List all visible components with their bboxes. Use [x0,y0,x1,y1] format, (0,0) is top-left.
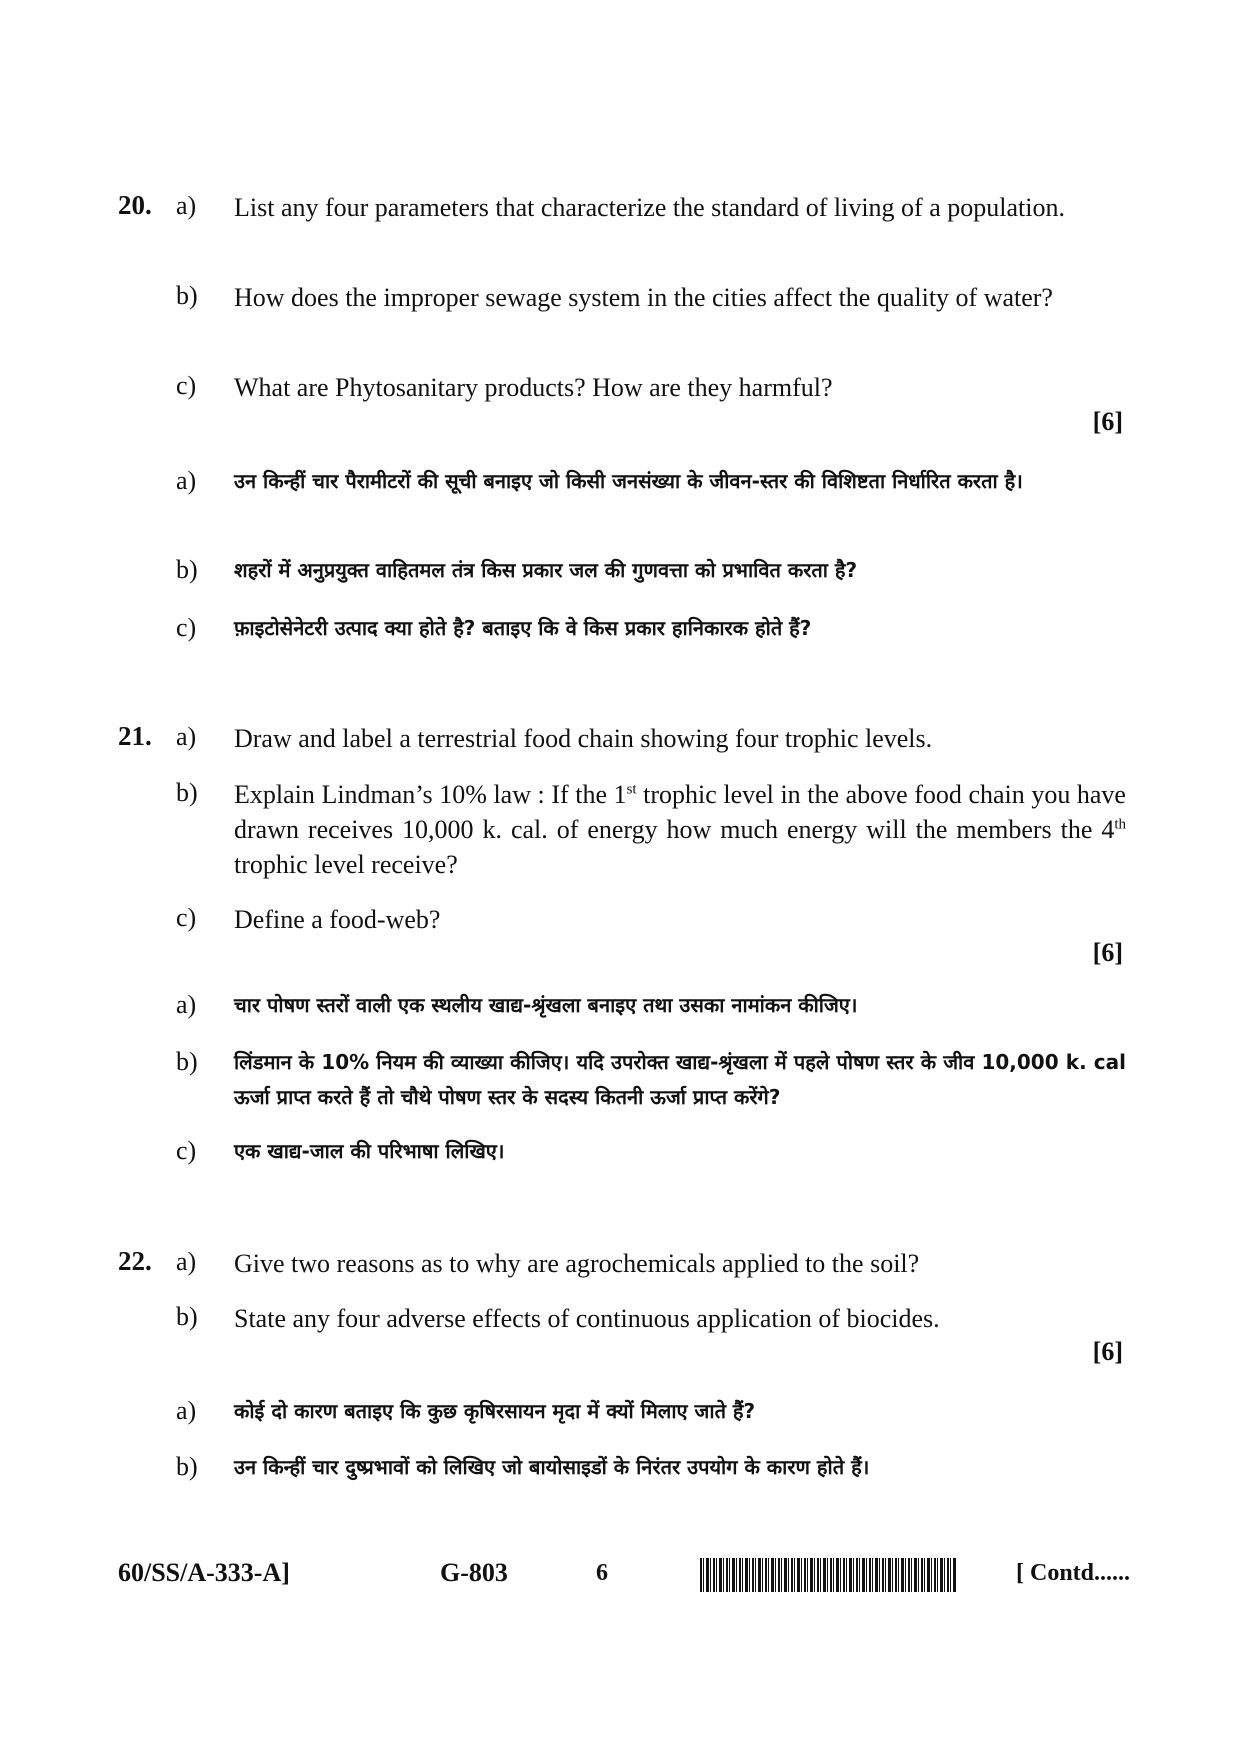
series-code: G-803 [440,1558,508,1587]
part-label: c) [176,1136,197,1165]
question-21c-text: Define a food-web? [234,905,441,934]
part-label: b) [176,281,198,310]
part-label: a) [176,1396,197,1425]
question-21b-hindi: लिंडमान के 10% नियम की व्याख्या कीजिए। यदि उपरोक्त खाद्य-श्रृंखला में पहले पोषण स्तर के जीव 10,000 k. cal ऊर्जा प्राप्त करते हैं तो चौथे पोषण स्तर के सदस्य कितनी ऊर्जा प्राप्त करेंगे? [234,1050,1126,1109]
part-label: c) [176,613,197,642]
marks-label: [6] [1092,938,1123,967]
barcode-image [700,1558,956,1592]
question-21b-part2: trophic level in the above food chain you have drawn receives 10,000 k. cal. of energy how much energy will the members the 4 [234,780,1126,844]
question-number: 21. [118,721,152,751]
part-label: b) [176,1452,198,1481]
page-number: 6 [596,1560,608,1586]
question-20b-hindi: शहरों में अनुप्रयुक्त वाहितमल तंत्र किस प्रकार जल की गुणवत्ता को प्रभावित करता है? [234,558,858,582]
marks-label: [6] [1092,1337,1123,1366]
part-label: a) [176,466,197,495]
part-label: b) [176,1302,198,1331]
question-21c-hindi: एक खाद्य-जाल की परिभाषा लिखिए। [234,1139,505,1163]
question-22b-text: State any four adverse effects of continuous application of biocides. [234,1304,940,1333]
part-label: a) [176,722,197,751]
part-label: b) [176,555,198,584]
part-label: b) [176,778,198,807]
part-label: c) [176,371,197,400]
page-footer [0,1554,1241,1594]
question-21b-text [234,777,1126,882]
question-21a-hindi: चार पोषण स्तरों वाली एक स्थलीय खाद्य-श्रृंखला बनाइए तथा उसका नामांकन कीजिए। [234,993,858,1017]
marks-label: [6] [1092,407,1123,436]
question-20c-text: What are Phytosanitary products? How are they harmful? [234,373,833,402]
question-number: 20. [118,190,152,220]
question-22a-text: Give two reasons as to why are agrochemicals applied to the soil? [234,1249,920,1278]
question-21b-part1: Explain Lindman’s 10% law : If the 1 [234,780,627,809]
question-21a-text: Draw and label a terrestrial food chain showing four trophic levels. [234,724,933,753]
superscript-st: st [626,781,637,798]
paper-code: 60/SS/A-333-A] [118,1558,290,1587]
part-label: a) [176,191,197,220]
question-20a-hindi: उन किन्हीं चार पैरामीटरों की सूची बनाइए जो किसी जनसंख्या के जीवन-स्तर की विशिष्टता निर्धारित करता है। [234,469,1023,493]
question-22a-hindi: कोई दो कारण बताइए कि कुछ कृषिरसायन मृदा में क्यों मिलाए जाते हैं? [234,1399,756,1423]
part-label: a) [176,1247,197,1276]
question-number: 22. [118,1246,152,1276]
part-label: b) [176,1047,198,1076]
question-22b-hindi: उन किन्हीं चार दुष्प्रभावों को लिखिए जो बायोसाइडों के निरंतर उपयोग के कारण होते हैं। [234,1455,870,1479]
question-21b-part3: trophic level receive? [234,850,458,879]
part-label: c) [176,903,197,932]
continued-label: [ Contd...... [1016,1560,1131,1586]
question-20c-hindi: फ़ाइटोसेनेटरी उत्पाद क्या होते है? बताइए कि वे किस प्रकार हानिकारक होते हैं? [234,616,812,640]
question-20b-text: How does the improper sewage system in the cities affect the quality of water? [234,283,1053,312]
question-20a-text: List any four parameters that characterize the standard of living of a population. [234,193,1065,222]
superscript-th: th [1114,816,1126,833]
part-label: a) [176,990,197,1019]
